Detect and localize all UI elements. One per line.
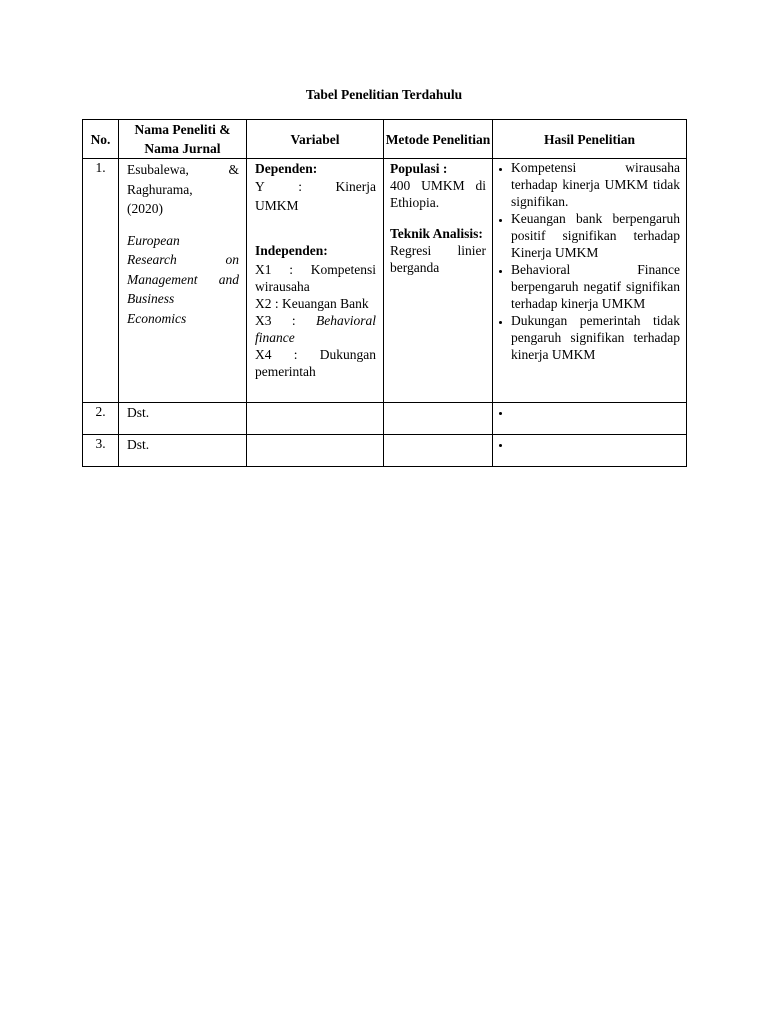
variabel-cell [247, 403, 384, 435]
hasil-cell [493, 403, 687, 435]
author-name: Esubalewa, [127, 162, 189, 177]
dependen-label: Dependen: [255, 161, 318, 176]
hasil-cell [493, 159, 687, 403]
table-row [83, 435, 687, 467]
variable-x3: X3 : Behavioral finance [255, 313, 376, 345]
populasi-value: 400 UMKM di Ethiopia. [390, 178, 486, 210]
row-number: 2. [83, 403, 119, 435]
metode-cell [384, 435, 493, 467]
populasi-label: Populasi : [390, 161, 448, 176]
list-item: • Keuangan bank berpengaruh positif signifikan terhadap Kinerja UMKM [511, 210, 680, 261]
journal-name: European Research on Management and Business Economics [127, 232, 239, 326]
dependen-value-2: UMKM [255, 198, 299, 213]
author-journal-cell [119, 159, 247, 403]
variable-x4: X4 : Dukungan pemerintah [255, 347, 376, 379]
author-journal-cell: Dst. [119, 435, 247, 467]
header-hasil: Hasil Penelitian [493, 120, 687, 159]
hasil-cell [493, 435, 687, 467]
list-item: • Kompetensi wirausaha terhadap kinerja UMKM tidak signifikan. [511, 159, 680, 210]
variable-x2: X2 : Keuangan Bank [255, 296, 369, 311]
author-journal-cell: Dst. [119, 403, 247, 435]
author-name-2: Raghurama, [127, 181, 193, 197]
header-metode: Metode Penelitian [384, 120, 493, 159]
research-table [82, 119, 687, 467]
table-row [83, 159, 687, 403]
hasil-list [493, 159, 686, 363]
author-year: (2020) [127, 201, 163, 216]
teknik-label: Teknik Analisis: [390, 226, 483, 241]
header-no: No. [83, 120, 119, 159]
teknik-value: Regresi linier berganda [390, 243, 486, 275]
variabel-cell [247, 159, 384, 403]
variable-x1: X1 : Kompetensi wirausaha [255, 262, 376, 294]
table-header-row [83, 120, 687, 159]
row-number: 3. [83, 435, 119, 467]
list-item: • Dukungan pemerintah tidak pengaruh signifikan terhadap kinerja UMKM [511, 312, 680, 363]
page-title: Tabel Penelitian Terdahulu [305, 87, 463, 102]
independen-label: Independen: [255, 243, 328, 258]
metode-cell [384, 403, 493, 435]
variabel-cell [247, 435, 384, 467]
list-item [511, 435, 680, 452]
list-item: • Behavioral Finance berpengaruh negatif signifikan terhadap kinerja UMKM [511, 261, 680, 312]
row-number: 1. [83, 159, 119, 403]
list-item [511, 403, 680, 420]
metode-cell [384, 159, 493, 403]
header-nama: Nama Peneliti & Nama Jurnal [119, 120, 247, 159]
table-row [83, 403, 687, 435]
header-variabel: Variabel [247, 120, 384, 159]
author-amp: & [228, 162, 239, 177]
dependen-value: Y : Kinerja [255, 179, 376, 194]
